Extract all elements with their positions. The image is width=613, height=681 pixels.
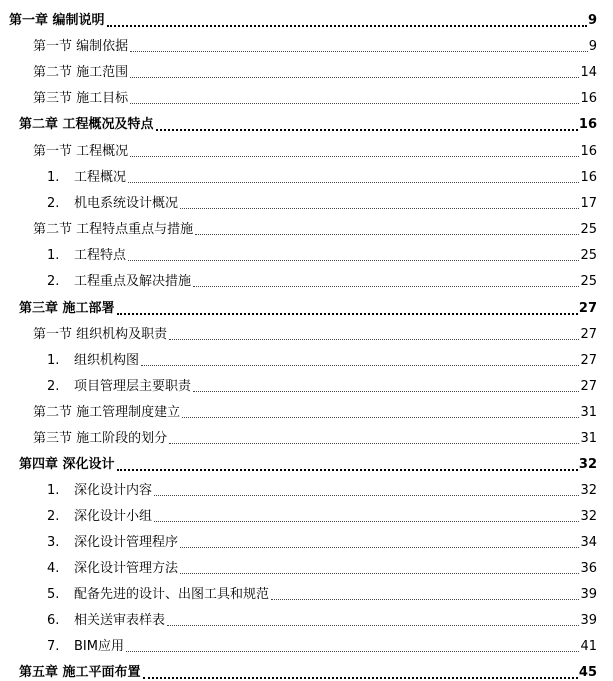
- dot-leader: [141, 365, 579, 366]
- toc-entry-page: 27: [580, 353, 597, 368]
- dot-leader: [180, 208, 579, 209]
- toc-entry-page: 16: [578, 117, 597, 132]
- toc-entry-page: 16: [580, 91, 597, 106]
- toc-entry-page: 25: [580, 222, 597, 237]
- dot-leader: [271, 599, 579, 600]
- toc-entry[interactable]: [0, 291, 613, 317]
- toc-entry-title: 第五章 施工平面布置: [19, 665, 141, 680]
- toc-entry-title: 深化设计管理方法: [74, 561, 179, 576]
- toc-entry-page: 25: [580, 274, 597, 289]
- toc-entry-page: 17: [580, 196, 597, 211]
- toc-entry-title: 第三章 施工部署: [19, 301, 115, 316]
- dot-leader: [180, 573, 579, 574]
- toc-entry-title: 第一节 工程概况: [33, 144, 129, 159]
- toc-entry[interactable]: [0, 603, 613, 629]
- toc-entry-page: 27: [580, 327, 597, 342]
- dot-leader: [193, 391, 579, 392]
- toc-entry-title: 深化设计内容: [74, 483, 153, 498]
- toc-entry-number: 4.: [47, 561, 60, 576]
- dot-leader: [193, 286, 579, 287]
- toc-entry-title: 工程特点: [74, 248, 127, 263]
- toc-entry-page: 32: [578, 457, 597, 472]
- toc-entry[interactable]: [0, 343, 613, 369]
- toc-entry-title: 第三节 施工阶段的划分: [33, 431, 168, 446]
- toc-entry-title: BIM应用: [74, 639, 124, 654]
- toc-entry-page: 36: [580, 561, 597, 576]
- dot-leader: [128, 260, 579, 261]
- toc-entry-title: 第二节 工程特点重点与措施: [33, 222, 194, 237]
- toc-entry-number: 7.: [47, 639, 60, 654]
- toc-entry-page: 9: [588, 39, 597, 54]
- toc-entry-title: 工程重点及解决措施: [74, 274, 192, 289]
- toc-entry-title: 第一章 编制说明: [9, 13, 105, 28]
- toc-entry-title: 深化设计管理程序: [74, 535, 179, 550]
- dot-leader: [128, 182, 579, 183]
- dot-leader: [130, 103, 579, 104]
- toc-entry[interactable]: [0, 655, 613, 681]
- toc-entry-page: 31: [580, 405, 597, 420]
- toc-entry-page: 31: [580, 431, 597, 446]
- dot-leader: [167, 625, 579, 626]
- toc-entry[interactable]: [0, 525, 613, 551]
- toc-entry[interactable]: [0, 212, 613, 238]
- toc-entry-page: 16: [580, 144, 597, 159]
- dot-leader: [154, 495, 579, 496]
- toc-entry-number: 5.: [47, 587, 60, 602]
- toc-entry[interactable]: [0, 551, 613, 577]
- toc-entry[interactable]: [0, 107, 613, 133]
- toc-entry-number: 3.: [47, 535, 60, 550]
- toc-entry[interactable]: [0, 238, 613, 264]
- toc-entry-title: 第二章 工程概况及特点: [19, 117, 154, 132]
- dot-leader: [126, 651, 579, 652]
- toc-entry-page: 45: [578, 665, 597, 680]
- toc-entry[interactable]: [0, 81, 613, 107]
- dot-leader: [117, 469, 578, 471]
- toc-entry[interactable]: [0, 29, 613, 55]
- toc-entry[interactable]: [0, 629, 613, 655]
- toc-entry-page: 34: [580, 535, 597, 550]
- toc-entry-title: 机电系统设计概况: [74, 196, 179, 211]
- toc-entry-number: 2.: [47, 509, 60, 524]
- toc-entry-title: 第四章 深化设计: [19, 457, 115, 472]
- dot-leader: [195, 234, 579, 235]
- toc-entry[interactable]: [0, 55, 613, 81]
- dot-leader: [130, 77, 579, 78]
- toc-entry-title: 第三节 施工目标: [33, 91, 129, 106]
- dot-leader: [130, 51, 588, 52]
- dot-leader: [180, 547, 579, 548]
- toc-entry[interactable]: [0, 421, 613, 447]
- toc-entry-title: 项目管理层主要职责: [74, 379, 192, 394]
- toc-entry[interactable]: [0, 134, 613, 160]
- toc-entry[interactable]: [0, 264, 613, 290]
- toc-entry-title: 深化设计小组: [74, 509, 153, 524]
- toc-entry-page: 27: [578, 301, 597, 316]
- toc-entry[interactable]: [0, 3, 613, 29]
- toc-entry-number: 1.: [47, 170, 60, 185]
- toc-entry-title: 工程概况: [74, 170, 127, 185]
- toc-entry[interactable]: [0, 160, 613, 186]
- toc-entry[interactable]: [0, 447, 613, 473]
- toc-entry-number: 2.: [47, 274, 60, 289]
- toc-entry-number: 1.: [47, 353, 60, 368]
- toc-entry-number: 2.: [47, 196, 60, 211]
- toc-entry-page: 16: [580, 170, 597, 185]
- toc-entry-title: 第一节 组织机构及职责: [33, 327, 168, 342]
- toc-entry-page: 27: [580, 379, 597, 394]
- dot-leader: [117, 313, 578, 315]
- toc-entry-title: 配备先进的设计、出图工具和规范: [74, 587, 270, 602]
- toc-entry-page: 25: [580, 248, 597, 263]
- toc-entry[interactable]: [0, 577, 613, 603]
- toc-entry[interactable]: [0, 369, 613, 395]
- dot-leader: [143, 677, 578, 679]
- toc-entry-page: 32: [580, 509, 597, 524]
- dot-leader: [169, 443, 579, 444]
- toc-entry-number: 1.: [47, 248, 60, 263]
- dot-leader: [154, 521, 579, 522]
- dot-leader: [156, 129, 578, 131]
- toc-entry-title: 组织机构图: [74, 353, 140, 368]
- toc-entry-title: 第一节 编制依据: [33, 39, 129, 54]
- dot-leader: [107, 25, 587, 27]
- toc-entry-title: 第二节 施工管理制度建立: [33, 405, 181, 420]
- toc-entry-page: 9: [587, 13, 597, 28]
- toc-entry-page: 41: [580, 639, 597, 654]
- toc-entry-number: 2.: [47, 379, 60, 394]
- dot-leader: [169, 339, 579, 340]
- toc-entry-page: 32: [580, 483, 597, 498]
- dot-leader: [182, 417, 579, 418]
- toc-entry-title: 相关送审表样表: [74, 613, 166, 628]
- toc-entry[interactable]: [0, 317, 613, 343]
- dot-leader: [130, 156, 579, 157]
- toc-entry-number: 6.: [47, 613, 60, 628]
- toc-entry-page: 39: [580, 613, 597, 628]
- toc-entry-page: 39: [580, 587, 597, 602]
- toc-entry-title: 第二节 施工范围: [33, 65, 129, 80]
- toc-entry[interactable]: [0, 186, 613, 212]
- toc-entry-page: 14: [580, 65, 597, 80]
- toc-entry[interactable]: [0, 499, 613, 525]
- toc-entry[interactable]: [0, 395, 613, 421]
- toc-entry[interactable]: [0, 473, 613, 499]
- toc-entry-number: 1.: [47, 483, 60, 498]
